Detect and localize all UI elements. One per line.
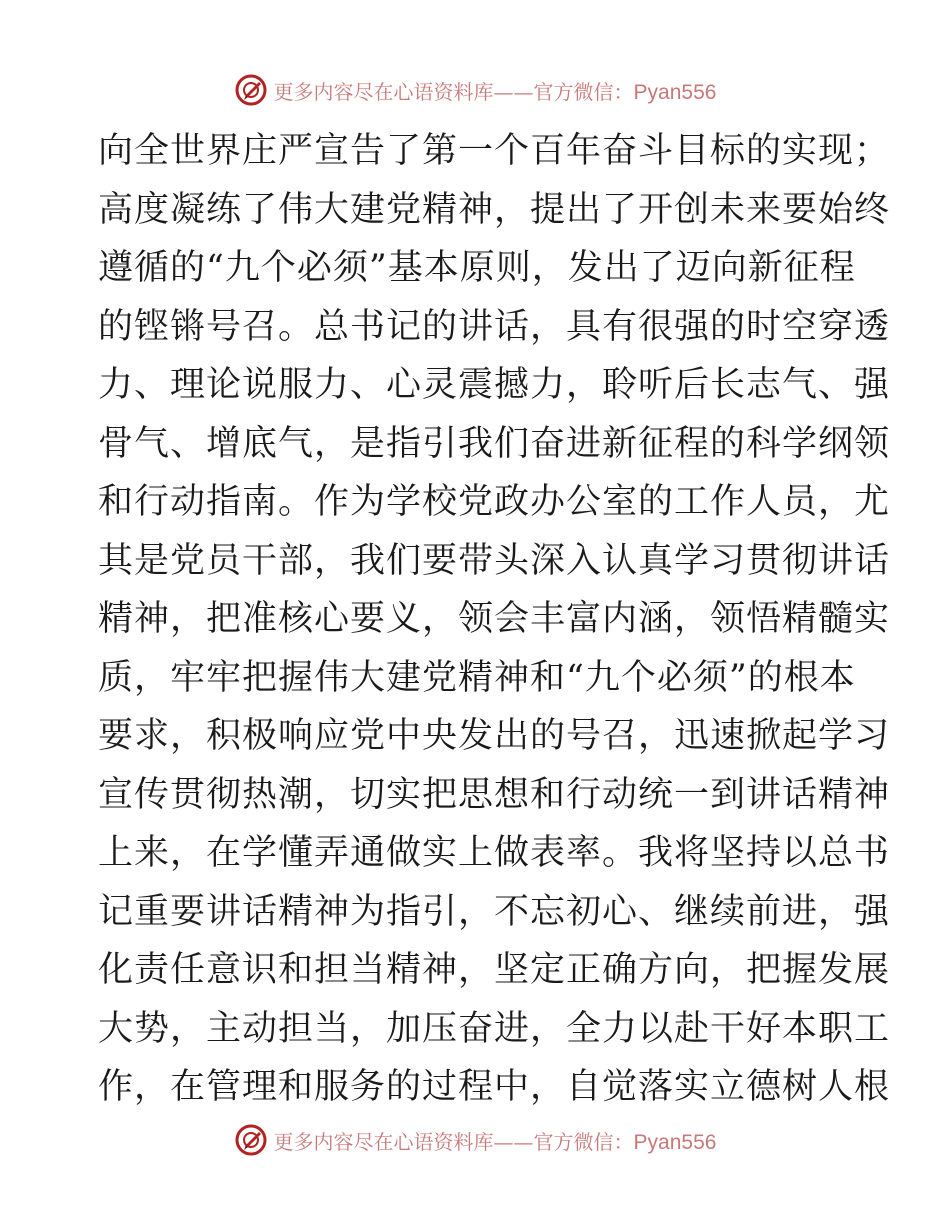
watermark-site: 更多内容尽在心语资料库 xyxy=(273,79,494,104)
text-line: 其是党员干部，我们要带头深入认真学习贯彻讲话 xyxy=(98,540,891,581)
text-line: 记重要讲话精神为指引，不忘初心、继续前进，强 xyxy=(98,891,891,932)
watermark-wechat-id: Pyan556 xyxy=(633,1130,717,1154)
watermark-dash: —— xyxy=(493,1129,534,1154)
watermark-label: 官方微信： xyxy=(533,79,634,104)
text-line: 质，牢牢把握伟大建党精神和“九个必须”的根本 xyxy=(98,657,856,698)
text-line: 大势，主动担当，加压奋进，全力以赴干好本职工 xyxy=(98,1008,891,1049)
pen-logo-icon xyxy=(234,1123,268,1157)
pen-logo-icon xyxy=(234,73,268,107)
text-line: 和行动指南。作为学校党政办公室的工作人员，尤 xyxy=(98,482,891,522)
text-line: 上来，在学懂弄通做实上做表率。我将坚持以总书 xyxy=(98,833,891,873)
watermark-wechat-id: Pyan556 xyxy=(633,80,717,104)
text-line: 的铿锵号召。总书记的讲话，具有很强的时空穿透 xyxy=(98,306,891,347)
watermark-dash: —— xyxy=(493,79,534,104)
header-watermark xyxy=(0,70,950,110)
text-line: 精神，把准核心要义，领会丰富内涵，领悟精髓实 xyxy=(98,599,891,639)
text-line: 作，在管理和服务的过程中，自觉落实立德树人根 xyxy=(98,1067,891,1107)
watermark-text xyxy=(274,76,717,105)
text-line: 要求，积极响应党中央发出的号召，迅速掀起学习 xyxy=(98,716,891,756)
watermark-label: 官方微信： xyxy=(533,1129,634,1154)
text-line: 力、理论说服力、心灵震撼力，聆听后长志气、强 xyxy=(98,365,891,405)
text-line: 向全世界庄严宣告了第一个百年奋斗目标的实现； xyxy=(98,131,891,171)
text-line: 高度凝练了伟大建党精神，提出了开创未来要始终 xyxy=(98,189,891,230)
text-line: 骨气、增底气，是指引我们奋进新征程的科学纲领 xyxy=(98,423,891,464)
footer-watermark xyxy=(0,1120,950,1160)
text-line: 遵循的“九个必须”基本原则，发出了迈向新征程 xyxy=(98,248,856,288)
watermark-text xyxy=(274,1126,717,1155)
watermark-site: 更多内容尽在心语资料库 xyxy=(273,1129,494,1154)
text-line: 宣传贯彻热潮，切实把思想和行动统一到讲话精神 xyxy=(98,774,891,815)
text-line: 化责任意识和担当精神，坚定正确方向，把握发展 xyxy=(98,950,891,990)
body-paragraph xyxy=(98,122,891,1117)
